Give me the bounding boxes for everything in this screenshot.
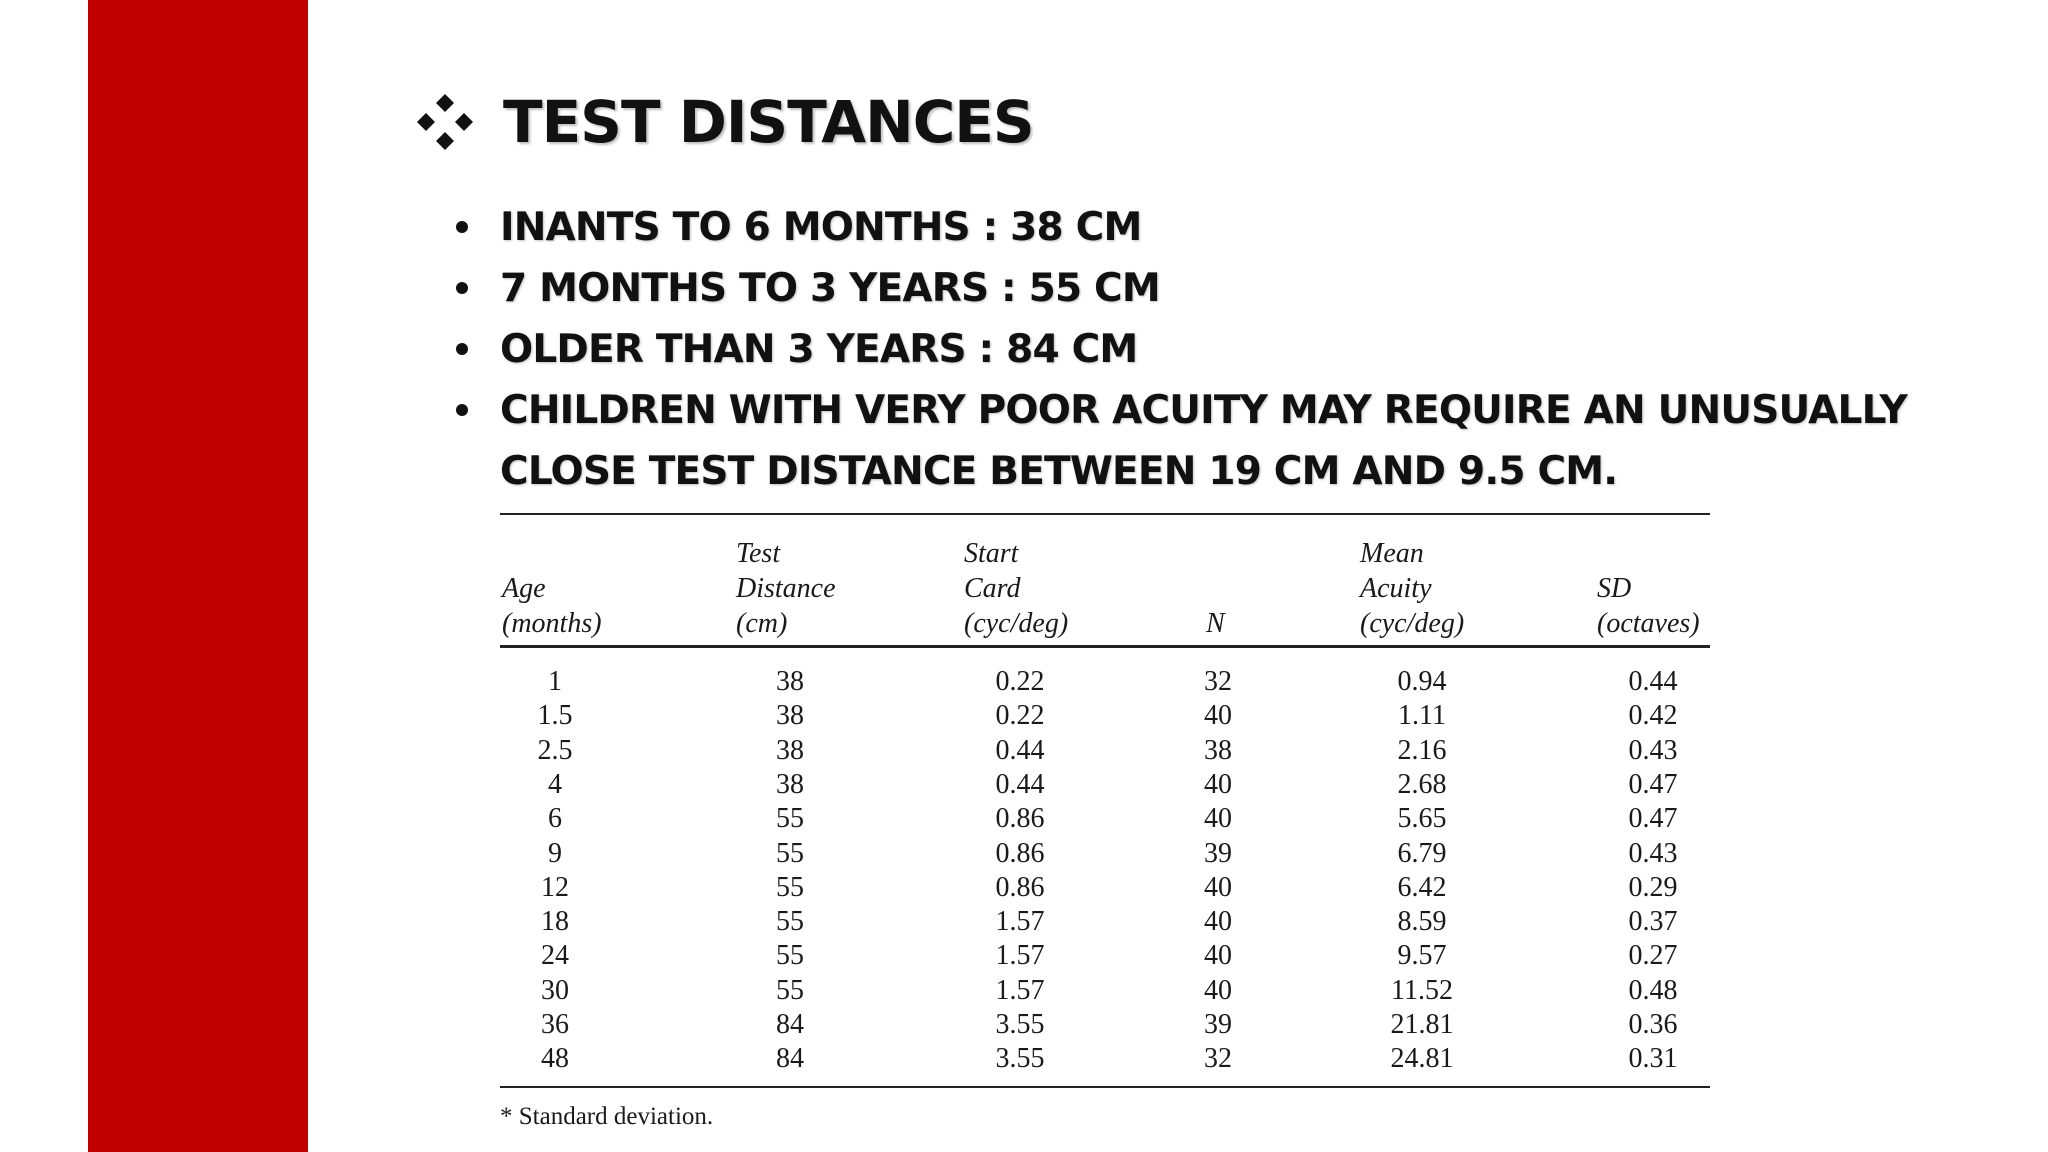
cell-sd: 0.29 — [1628, 871, 1678, 903]
header-mean-acuity: Mean Acuity (cyc/deg) — [1360, 538, 1465, 639]
cell-age: 1.5 — [537, 700, 573, 732]
bullet-item — [448, 258, 1948, 319]
cell-mean-acuity: 0.94 — [1397, 666, 1447, 697]
cell-mean-acuity: 24.81 — [1390, 1043, 1454, 1075]
cell-start-card: 0.22 — [995, 666, 1045, 697]
cell-mean-acuity: 11.52 — [1391, 974, 1453, 1006]
cell-start-card: 0.86 — [995, 803, 1045, 835]
cell-age: 6 — [548, 803, 562, 835]
bullet-item — [448, 319, 1948, 380]
table-header-rule — [500, 645, 1710, 648]
header-age: Age (months) — [502, 573, 602, 639]
cell-age: 30 — [541, 974, 569, 1006]
bullet-text: OLDER THAN 3 YEARS : 84 CM — [500, 327, 1138, 372]
cell-n: 40 — [1204, 871, 1232, 903]
cell-sd: 0.47 — [1628, 768, 1678, 800]
cell-sd: 0.36 — [1628, 1009, 1678, 1040]
bullet-item — [448, 197, 1948, 258]
cell-start-card: 1.57 — [995, 906, 1045, 938]
cell-test-distance: 84 — [776, 1009, 804, 1040]
cell-test-distance: 55 — [776, 871, 804, 903]
cell-start-card: 3.55 — [995, 1009, 1045, 1040]
cell-age: 36 — [541, 1009, 569, 1040]
bullet-text: CHILDREN WITH VERY POOR ACUITY MAY REQUIRE AN UNUSUALLY CLOSE TEST DISTANCE BETWEEN 19 CM AND 9.5 CM. — [500, 388, 1907, 494]
cell-age: 24 — [541, 940, 569, 972]
header-test-distance: Test Distance (cm) — [736, 538, 836, 639]
bullet-list — [448, 197, 1948, 502]
slide-title-row — [415, 88, 1034, 156]
cell-age: 12 — [541, 871, 569, 903]
cell-n: 40 — [1204, 940, 1232, 972]
table-footnote: * Standard deviation. — [500, 1103, 714, 1130]
cell-age: 4 — [548, 768, 562, 800]
cell-n: 40 — [1204, 803, 1232, 835]
cell-n: 40 — [1204, 974, 1232, 1006]
cell-n: 38 — [1204, 734, 1232, 766]
header-sd: SD (octaves) — [1597, 573, 1700, 639]
cell-n: 39 — [1204, 1009, 1232, 1040]
cell-test-distance: 55 — [776, 803, 804, 835]
cell-mean-acuity: 2.68 — [1397, 768, 1447, 800]
cell-start-card: 0.22 — [995, 700, 1045, 732]
bullet-dot-icon — [456, 282, 468, 294]
cell-sd: 0.43 — [1628, 837, 1678, 869]
cell-test-distance: 55 — [776, 906, 804, 938]
cell-test-distance: 38 — [776, 734, 804, 766]
cell-n: 32 — [1204, 666, 1232, 697]
cell-start-card: 0.44 — [995, 734, 1045, 766]
header-n: N — [1206, 608, 1225, 639]
cell-mean-acuity: 2.16 — [1397, 734, 1447, 766]
cell-age: 2.5 — [537, 734, 573, 766]
cell-test-distance: 55 — [776, 940, 804, 972]
cell-sd: 0.44 — [1628, 666, 1678, 697]
cell-mean-acuity: 1.11 — [1398, 700, 1446, 732]
cell-start-card: 1.57 — [995, 974, 1045, 1006]
cell-test-distance: 55 — [776, 837, 804, 869]
red-side-bar — [88, 0, 308, 1152]
cell-start-card: 1.57 — [995, 940, 1045, 972]
cell-age: 9 — [548, 837, 562, 869]
cell-sd: 0.48 — [1628, 974, 1678, 1006]
cell-sd: 0.42 — [1628, 700, 1678, 732]
cell-mean-acuity: 5.65 — [1397, 803, 1447, 835]
cell-test-distance: 38 — [776, 666, 804, 697]
cell-mean-acuity: 8.59 — [1397, 906, 1447, 938]
bullet-text: 7 MONTHS TO 3 YEARS : 55 CM — [500, 266, 1160, 311]
cell-mean-acuity: 6.42 — [1397, 871, 1447, 903]
cell-sd: 0.47 — [1628, 803, 1678, 835]
cell-sd: 0.43 — [1628, 734, 1678, 766]
cell-test-distance: 55 — [776, 974, 804, 1006]
bullet-item — [448, 380, 1948, 502]
cell-mean-acuity: 6.79 — [1397, 837, 1447, 869]
bullet-dot-icon — [456, 404, 468, 416]
cell-mean-acuity: 9.57 — [1397, 940, 1447, 972]
header-start-card: Start Card (cyc/deg) — [964, 538, 1069, 639]
cell-sd: 0.27 — [1628, 940, 1678, 972]
cell-n: 40 — [1204, 768, 1232, 800]
bullet-text: INANTS TO 6 MONTHS : 38 CM — [500, 205, 1142, 250]
four-diamond-bullet-icon — [415, 92, 475, 152]
bullet-dot-icon — [456, 221, 468, 233]
cell-start-card: 0.86 — [995, 871, 1045, 903]
cell-n: 40 — [1204, 906, 1232, 938]
bullet-dot-icon — [456, 343, 468, 355]
cell-age: 18 — [541, 906, 569, 938]
table-bottom-rule — [500, 1086, 1710, 1088]
cell-start-card: 0.44 — [995, 768, 1045, 800]
cell-age: 1 — [548, 666, 562, 697]
table-top-rule — [500, 513, 1710, 515]
cell-sd: 0.37 — [1628, 906, 1678, 938]
cell-mean-acuity: 21.81 — [1390, 1009, 1454, 1040]
cell-n: 40 — [1204, 700, 1232, 732]
cell-test-distance: 38 — [776, 700, 804, 732]
cell-start-card: 0.86 — [995, 837, 1045, 869]
slide-title: TEST DISTANCES — [503, 88, 1034, 156]
cell-test-distance: 84 — [776, 1043, 804, 1075]
cell-sd: 0.31 — [1628, 1043, 1678, 1075]
cell-start-card: 3.55 — [995, 1043, 1045, 1075]
cell-age: 48 — [541, 1043, 569, 1075]
cell-n: 39 — [1204, 837, 1232, 869]
cell-test-distance: 38 — [776, 768, 804, 800]
cell-n: 32 — [1204, 1043, 1232, 1075]
